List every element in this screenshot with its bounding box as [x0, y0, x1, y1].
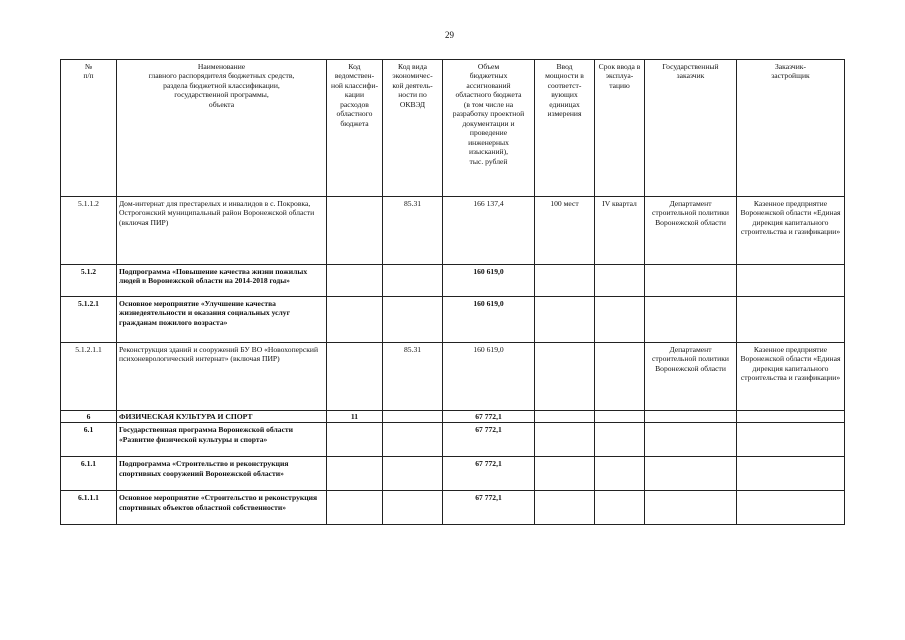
cell-okved: [383, 411, 443, 423]
cell-customer: [645, 411, 737, 423]
cell-deadline: [595, 457, 645, 491]
cell-volume: 160 619,0: [443, 297, 535, 343]
table-row: [61, 411, 845, 423]
cell-okved: [383, 457, 443, 491]
col-header-volume: Объем бюджетных ассигнований областного бюджета (в том числе на разработку проектной документации и проведение инженерных изысканий), тыс. рублей: [443, 60, 535, 197]
cell-name: Дом-интернат для престарелых и инвалидов в с. Покровка, Острогожский муниципальный район Воронежской области (включая ПИР): [117, 197, 327, 265]
table-row: [61, 197, 845, 265]
cell-customer: [645, 297, 737, 343]
cell-developer: Казенное предприятие Воронежской области «Единая дирекция капитального строительства и газификации»: [737, 343, 845, 411]
cell-okved: [383, 265, 443, 297]
cell-name: Государственная программа Воронежской области «Развитие физической культуры и спорта»: [117, 423, 327, 457]
cell-name: Подпрограмма «Строительство и реконструкция спортивных сооружений Воронежской области»: [117, 457, 327, 491]
cell-developer: [737, 411, 845, 423]
cell-okved: 85.31: [383, 343, 443, 411]
cell-num: 5.1.2.1.1: [61, 343, 117, 411]
cell-deadline: [595, 343, 645, 411]
cell-dept: [327, 197, 383, 265]
cell-num: 5.1.1.2: [61, 197, 117, 265]
col-header-developer: Заказчик- застройщик: [737, 60, 845, 197]
table-row: [61, 265, 845, 297]
cell-dept: [327, 343, 383, 411]
cell-num: 6.1.1.1: [61, 491, 117, 525]
cell-name: Реконструкция зданий и сооружений БУ ВО «Новохоперский психоневрологический интернат» (включая ПИР): [117, 343, 327, 411]
cell-volume: 67 772,1: [443, 411, 535, 423]
cell-dept: [327, 457, 383, 491]
cell-capacity: [535, 411, 595, 423]
cell-volume: 160 619,0: [443, 343, 535, 411]
cell-num: 6: [61, 411, 117, 423]
cell-num: 6.1: [61, 423, 117, 457]
cell-num: 5.1.2: [61, 265, 117, 297]
cell-name: Основное мероприятие «Улучшение качества жизнедеятельности и оказания социальных услуг гражданам пожилого возраста»: [117, 297, 327, 343]
cell-deadline: [595, 423, 645, 457]
cell-customer: [645, 265, 737, 297]
col-header-capacity: Ввод мощности в соответст- вующих единицах измерения: [535, 60, 595, 197]
cell-developer: Казенное предприятие Воронежской области «Единая дирекция капитального строительства и газификации»: [737, 197, 845, 265]
col-header-customer: Государственный заказчик: [645, 60, 737, 197]
cell-capacity: [535, 491, 595, 525]
cell-name: ФИЗИЧЕСКАЯ КУЛЬТУРА И СПОРТ: [117, 411, 327, 423]
capital-investment-table: [60, 59, 845, 525]
cell-capacity: [535, 423, 595, 457]
cell-deadline: [595, 411, 645, 423]
cell-customer: [645, 423, 737, 457]
cell-capacity: [535, 343, 595, 411]
col-header-deadline: Срок ввода в эксплуа- тацию: [595, 60, 645, 197]
table-row: [61, 343, 845, 411]
table-row: [61, 457, 845, 491]
cell-dept: 11: [327, 411, 383, 423]
cell-developer: [737, 457, 845, 491]
cell-volume: 67 772,1: [443, 457, 535, 491]
col-header-dept-code: Код ведомствен- ной классифи- кации расходов областного бюджета: [327, 60, 383, 197]
cell-dept: [327, 423, 383, 457]
cell-deadline: IV квартал: [595, 197, 645, 265]
col-header-okved: Код вида экономичес- кой деятель- ности по ОКВЭД: [383, 60, 443, 197]
cell-capacity: [535, 297, 595, 343]
cell-deadline: [595, 265, 645, 297]
cell-okved: [383, 297, 443, 343]
cell-volume: 67 772,1: [443, 491, 535, 525]
cell-dept: [327, 491, 383, 525]
cell-developer: [737, 423, 845, 457]
cell-developer: [737, 491, 845, 525]
cell-customer: Департамент строительной политики Воронежской области: [645, 197, 737, 265]
cell-capacity: [535, 265, 595, 297]
cell-customer: [645, 491, 737, 525]
table-row: [61, 297, 845, 343]
cell-volume: 166 137,4: [443, 197, 535, 265]
page-number: 29: [445, 30, 454, 40]
cell-num: 6.1.1: [61, 457, 117, 491]
cell-dept: [327, 265, 383, 297]
cell-capacity: [535, 457, 595, 491]
table-row: [61, 491, 845, 525]
cell-capacity: 100 мест: [535, 197, 595, 265]
cell-volume: 160 619,0: [443, 265, 535, 297]
col-header-name: Наименование главного распорядителя бюджетных средств, раздела бюджетной классификации, государственной программы, объекта: [117, 60, 327, 197]
table-row: [61, 423, 845, 457]
cell-deadline: [595, 297, 645, 343]
cell-okved: [383, 491, 443, 525]
cell-okved: [383, 423, 443, 457]
cell-okved: 85.31: [383, 197, 443, 265]
cell-deadline: [595, 491, 645, 525]
cell-num: 5.1.2.1: [61, 297, 117, 343]
cell-customer: [645, 457, 737, 491]
col-header-num: № п/п: [61, 60, 117, 197]
cell-volume: 67 772,1: [443, 423, 535, 457]
cell-dept: [327, 297, 383, 343]
cell-name: Подпрограмма «Повышение качества жизни пожилых людей в Воронежской области на 2014-2018 годы»: [117, 265, 327, 297]
cell-developer: [737, 297, 845, 343]
cell-customer: Департамент строительной политики Воронежской области: [645, 343, 737, 411]
cell-name: Основное мероприятие «Строительство и реконструкция спортивных объектов областной собственности»: [117, 491, 327, 525]
header-row: [61, 60, 845, 197]
cell-developer: [737, 265, 845, 297]
